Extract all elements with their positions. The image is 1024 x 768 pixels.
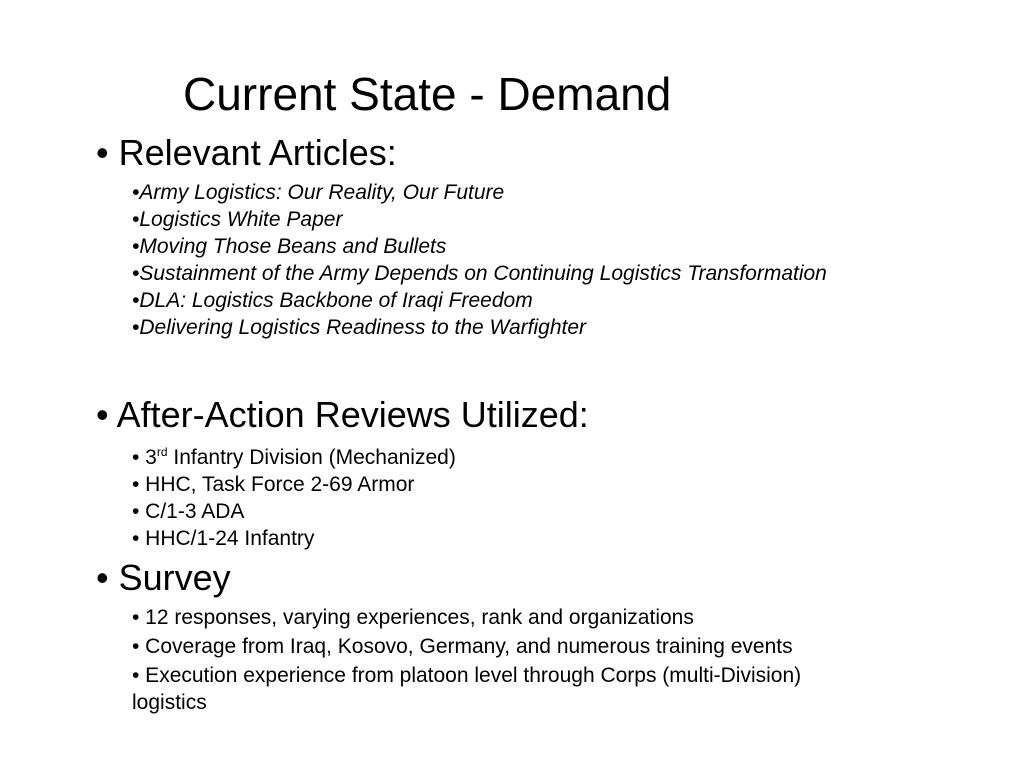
aar-item-prefix: • 3	[132, 446, 157, 469]
articles-list	[132, 181, 872, 343]
aar-item: • HHC, Task Force 2-69 Armor	[132, 473, 415, 496]
article-item: •Moving Those Beans and Bullets	[132, 235, 447, 258]
article-item: •Army Logistics: Our Reality, Our Future	[132, 181, 505, 204]
article-item: •Delivering Logistics Readiness to the Warfighter	[132, 316, 587, 339]
survey-item: • Coverage from Iraq, Kosovo, Germany, and numerous training events	[132, 635, 793, 658]
survey-item: • 12 responses, varying experiences, rank and organizations	[132, 606, 694, 629]
section-heading-survey: • Survey	[96, 557, 231, 598]
section-heading-relevant-articles: • Relevant Articles:	[96, 132, 397, 173]
section-heading-after-action-reviews: • After-Action Reviews Utilized:	[96, 394, 589, 435]
article-item: •DLA: Logistics Backbone of Iraqi Freedom	[132, 289, 533, 312]
aar-item-rest: Infantry Division (Mechanized)	[167, 446, 456, 469]
aar-item	[132, 446, 872, 470]
article-item: •Logistics White Paper	[132, 208, 343, 231]
slide-title: Current State - Demand	[183, 68, 672, 120]
aar-list	[132, 446, 872, 554]
survey-item: • Execution experience from platoon level through Corps (multi-Division) logistics	[132, 664, 802, 714]
article-item: •Sustainment of the Army Depends on Continuing Logistics Transformation	[132, 262, 827, 285]
survey-list	[132, 604, 872, 718]
aar-item-superscript: rd	[156, 445, 168, 459]
aar-item: • HHC/1-24 Infantry	[132, 527, 315, 550]
aar-item: • C/1-3 ADA	[132, 500, 245, 523]
